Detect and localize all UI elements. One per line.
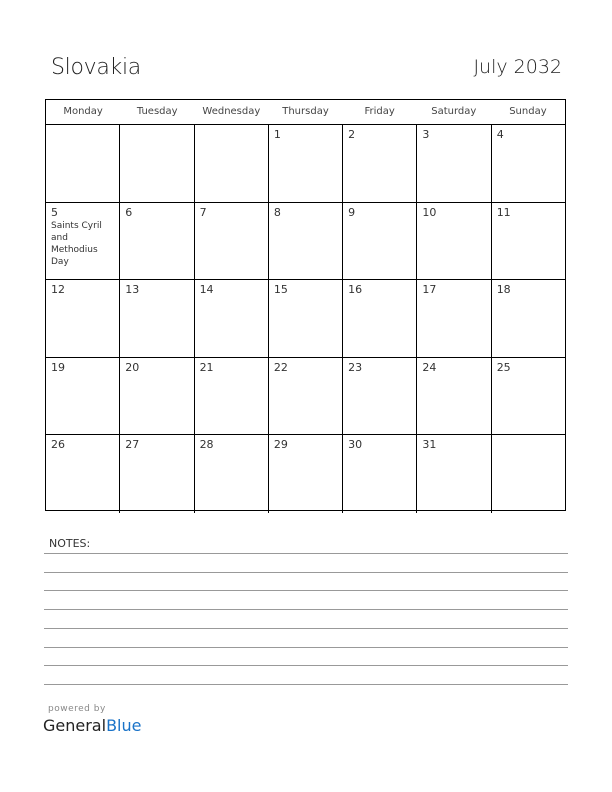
- weekday-thursday: Thursday: [282, 106, 329, 117]
- day-number: 11: [496, 205, 511, 219]
- day-number: 19: [51, 360, 65, 374]
- weekday-tuesday: Tuesday: [136, 106, 178, 117]
- weekday-friday: Friday: [364, 106, 395, 117]
- day-cell: [269, 203, 343, 280]
- day-number: 31: [422, 438, 437, 452]
- day-number: 20: [125, 360, 140, 374]
- day-cell: [343, 435, 417, 513]
- day-number: 28: [199, 438, 214, 452]
- day-number: 29: [273, 438, 288, 452]
- notes-line: [44, 590, 568, 591]
- day-number: 21: [199, 360, 214, 374]
- day-number: 16: [348, 283, 363, 297]
- brand-blue: Blue: [106, 716, 142, 735]
- week-row: [46, 358, 565, 436]
- weekday-header: [46, 100, 565, 125]
- day-cell: [195, 358, 269, 435]
- day-cell: [195, 125, 269, 202]
- notes-line: [44, 647, 568, 648]
- day-number: 18: [496, 283, 511, 297]
- day-cell: [120, 280, 194, 357]
- weekday-sunday: Sunday: [509, 106, 547, 117]
- day-number: 1: [273, 128, 281, 141]
- day-number: 30: [348, 438, 363, 452]
- day-number: 10: [422, 205, 437, 219]
- day-number: 22: [273, 360, 288, 374]
- day-cell: [269, 280, 343, 357]
- notes-line: [44, 609, 568, 610]
- notes-line: [44, 553, 568, 554]
- day-cell: [46, 280, 120, 357]
- day-number: 27: [125, 438, 140, 452]
- powered-by-text: powered by: [48, 704, 106, 714]
- day-cell: [46, 435, 120, 513]
- brand-general: General: [43, 716, 107, 735]
- day-cell: [195, 203, 269, 280]
- week-row: [46, 203, 565, 281]
- week-row: [46, 125, 565, 203]
- day-cell: [417, 435, 491, 513]
- day-number: 13: [125, 283, 140, 297]
- day-cell: [343, 280, 417, 357]
- day-cell: [195, 280, 269, 357]
- brand-logo: [43, 716, 141, 735]
- notes-line: [44, 572, 568, 573]
- day-cell: [492, 435, 565, 513]
- day-number: 25: [496, 360, 511, 374]
- day-cell: [343, 125, 417, 202]
- day-cell: [120, 358, 194, 435]
- day-cell: [417, 358, 491, 435]
- month-title: July 2032: [473, 56, 562, 78]
- day-number: 17: [422, 283, 437, 297]
- day-number: 4: [496, 128, 504, 141]
- notes-line: [44, 665, 568, 666]
- notes-line: [44, 628, 568, 629]
- day-number: 5: [51, 205, 58, 219]
- day-number: 26: [51, 438, 65, 452]
- day-number: 6: [125, 205, 133, 219]
- country-title: Slovakia: [51, 55, 141, 80]
- week-row: [46, 435, 565, 513]
- day-cell: [492, 125, 565, 202]
- day-cell: [269, 358, 343, 435]
- weekday-saturday: Saturday: [431, 106, 477, 117]
- day-cell: [417, 125, 491, 202]
- day-cell: [46, 125, 120, 202]
- day-cell: [343, 203, 417, 280]
- day-number: 12: [51, 283, 65, 297]
- day-cell: [492, 280, 565, 357]
- day-number: 8: [273, 205, 281, 219]
- week-row: [46, 280, 565, 358]
- day-number: 2: [348, 128, 356, 141]
- day-cell: [120, 203, 194, 280]
- day-number: 24: [422, 360, 437, 374]
- weekday-wednesday: Wednesday: [202, 106, 261, 117]
- day-number: 9: [348, 205, 356, 219]
- day-number: 14: [199, 283, 214, 297]
- holiday-label: Saints Cyril and Methodius Day: [51, 220, 102, 267]
- notes-line: [44, 684, 568, 685]
- day-cell: [120, 435, 194, 513]
- day-number: 7: [199, 205, 207, 219]
- day-cell: [269, 125, 343, 202]
- day-cell: [46, 203, 120, 280]
- day-cell: [417, 203, 491, 280]
- day-cell: [492, 358, 565, 435]
- notes-label: NOTES:: [49, 537, 91, 550]
- day-cell: [343, 358, 417, 435]
- day-number: 15: [273, 283, 288, 297]
- day-cell: [417, 280, 491, 357]
- day-cell: [195, 435, 269, 513]
- day-cell: [46, 358, 120, 435]
- day-cell: [492, 203, 565, 280]
- day-cell: [269, 435, 343, 513]
- day-number: 3: [422, 128, 430, 141]
- weekday-monday: Monday: [63, 106, 103, 117]
- day-number: 23: [348, 360, 363, 374]
- calendar-grid: [45, 99, 566, 511]
- day-cell: [120, 125, 194, 202]
